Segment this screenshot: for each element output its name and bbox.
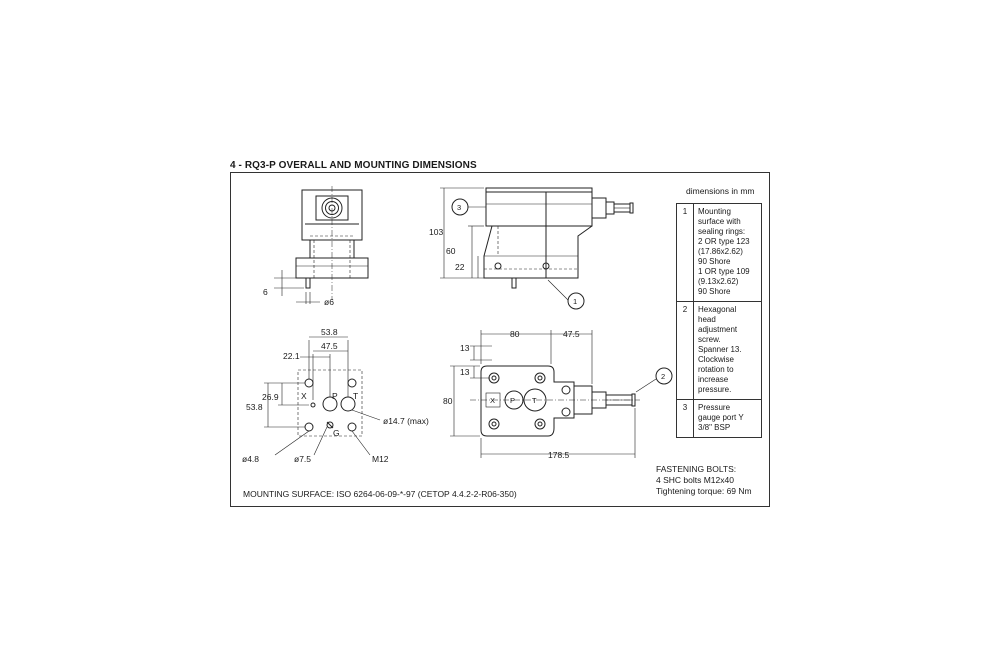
dim-dia4-8-label: ø4.8 xyxy=(242,454,260,464)
dim-22-1-label: 22.1 xyxy=(283,351,300,361)
dim-60-label: 60 xyxy=(446,246,456,256)
port-p-label: P xyxy=(332,391,338,401)
dim-53-8-top-label: 53.8 xyxy=(321,327,338,337)
dim-13b-label: 13 xyxy=(460,367,470,377)
legend-row-3 xyxy=(677,400,761,437)
legend-row-2 xyxy=(677,302,761,400)
legend-desc-2: Hexagonal head adjustment screw. Spanner 13. Clockwise rotation to increase pressure. xyxy=(698,305,742,394)
legend-desc-3: Pressure gauge port Y 3/8" BSP xyxy=(698,403,744,432)
legend-num-3: 3 xyxy=(677,400,694,437)
dim-178-5-label: 178.5 xyxy=(548,450,570,460)
section-title: 4 - RQ3-P OVERALL AND MOUNTING DIMENSIONS xyxy=(230,160,477,171)
dim-22-label: 22 xyxy=(455,262,465,272)
legend-table xyxy=(676,203,762,438)
mounting-surface-note: MOUNTING SURFACE: ISO 6264-06-09-*-97 (CETOP 4.4.2-2-R06-350) xyxy=(243,489,517,499)
dim-6-label: 6 xyxy=(263,287,268,297)
side-view xyxy=(440,188,633,309)
top-port-x-label: X xyxy=(490,396,496,405)
legend-num-2: 2 xyxy=(677,302,694,399)
port-x-label: X xyxy=(301,391,307,401)
units-note: dimensions in mm xyxy=(686,186,755,196)
dim-dia7-5-label: ø7.5 xyxy=(294,454,312,464)
legend-row-1 xyxy=(677,204,761,302)
callout-1-label: 1 xyxy=(573,297,578,306)
callout-2-label: 2 xyxy=(661,372,666,381)
fastening-bolts-note: FASTENING BOLTS: 4 SHC bolts M12x40 Tightening torque: 69 Nm xyxy=(656,464,752,496)
front-view xyxy=(274,186,368,304)
dim-dia14-7-label: ø14.7 (max) xyxy=(383,416,429,426)
dim-53-8-left-label: 53.8 xyxy=(246,402,263,412)
dim-m12-label: M12 xyxy=(372,454,389,464)
top-port-p-label: P xyxy=(510,396,516,405)
dim-80-left-label: 80 xyxy=(443,396,453,406)
legend-desc-1: Mounting surface with sealing rings: 2 OR type 123 (17.86x2.62) 90 Shore 1 OR type 109 (9.13x2.62) 90 Shore xyxy=(698,207,750,296)
dim-dia6-label: ø6 xyxy=(324,297,334,307)
dim-47-5-right-label: 47.5 xyxy=(563,329,580,339)
dim-47-5-top-label: 47.5 xyxy=(321,341,338,351)
callout-3-label: 3 xyxy=(457,203,462,212)
top-port-t-label: T xyxy=(532,396,537,405)
dim-13a-label: 13 xyxy=(460,343,470,353)
dim-103-label: 103 xyxy=(429,227,444,237)
top-view xyxy=(450,330,672,458)
port-t-label: T xyxy=(353,391,359,401)
mounting-surface-view xyxy=(264,337,380,455)
port-g-label: G xyxy=(333,428,340,438)
legend-num-1: 1 xyxy=(677,204,694,301)
dim-26-9-label: 26.9 xyxy=(262,392,279,402)
dim-80-top-label: 80 xyxy=(510,329,520,339)
